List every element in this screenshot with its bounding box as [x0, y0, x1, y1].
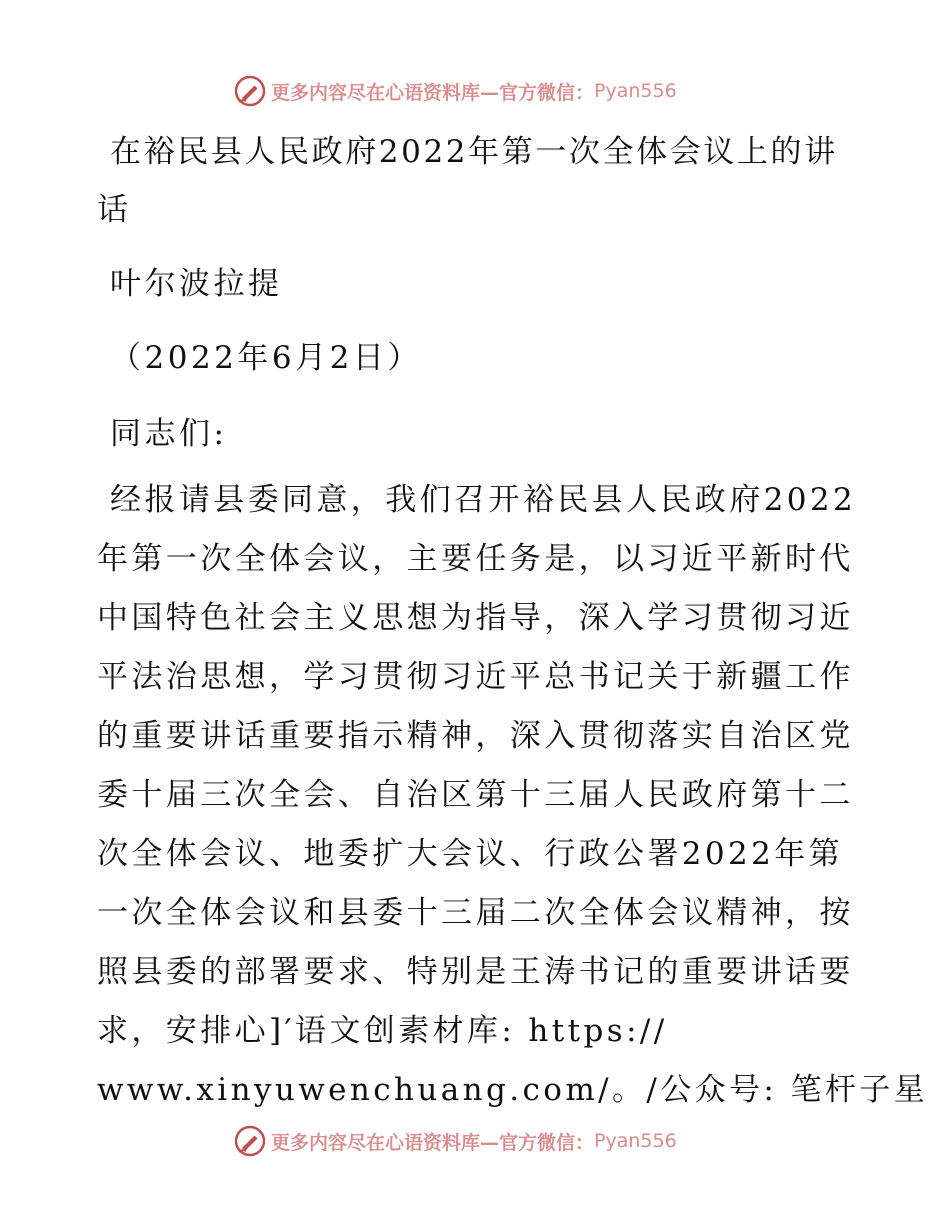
paragraph-line: 的重要讲话重要指示精神，深入贯彻落实自治区党 — [97, 718, 854, 754]
watermark-text: 更多内容尽在心语资料库—官方微信： — [271, 81, 595, 104]
watermark-wechat-id: Pyan556 — [594, 1130, 677, 1152]
pen-logo-icon — [233, 74, 267, 108]
document-title-continued: 话 — [97, 192, 132, 228]
paragraph-line: 一次全体会议和县委十三届二次全体会议精神，按 — [97, 895, 854, 931]
paragraph-line: 求，安排心]′语文创素材库: https:// — [97, 1013, 668, 1049]
paragraph-line: 平法治思想，学习贯彻习近平总书记关于新疆工作 — [97, 659, 854, 695]
paragraph-line: 经报请县委同意，我们召开裕民县人民政府2022 — [110, 482, 857, 518]
paragraph-line: www.xinyuwenchuang.com/。/公众号: 笔杆子星 — [97, 1072, 929, 1108]
paragraph-line: 次全体会议、地委扩大会议、行政公署2022年第 — [97, 836, 844, 872]
paragraph-line: 委十届三次全会、自治区第十三届人民政府第十二 — [97, 777, 854, 813]
pen-logo-icon — [233, 1124, 267, 1158]
date: （2022年6月2日） — [110, 340, 422, 376]
author: 叶尔波拉提 — [110, 266, 283, 302]
paragraph-line: 年第一次全体会议，主要任务是，以习近平新时代 — [97, 541, 854, 577]
paragraph-line: 照县委的部署要求、特别是王涛书记的重要讲话要 — [97, 954, 854, 990]
paragraph-line: 中国特色社会主义思想为指导，深入学习贯彻习近 — [97, 600, 854, 636]
body-paragraph — [97, 478, 929, 1127]
header-watermark — [233, 72, 677, 110]
document-title: 在裕民县人民政府2022年第一次全体会议上的讲 — [110, 134, 838, 170]
watermark-wechat-id: Pyan556 — [594, 80, 677, 102]
greeting: 同志们: — [110, 416, 228, 452]
footer-watermark — [233, 1122, 677, 1160]
watermark-text: 更多内容尽在心语资料库—官方微信： — [271, 1131, 595, 1154]
